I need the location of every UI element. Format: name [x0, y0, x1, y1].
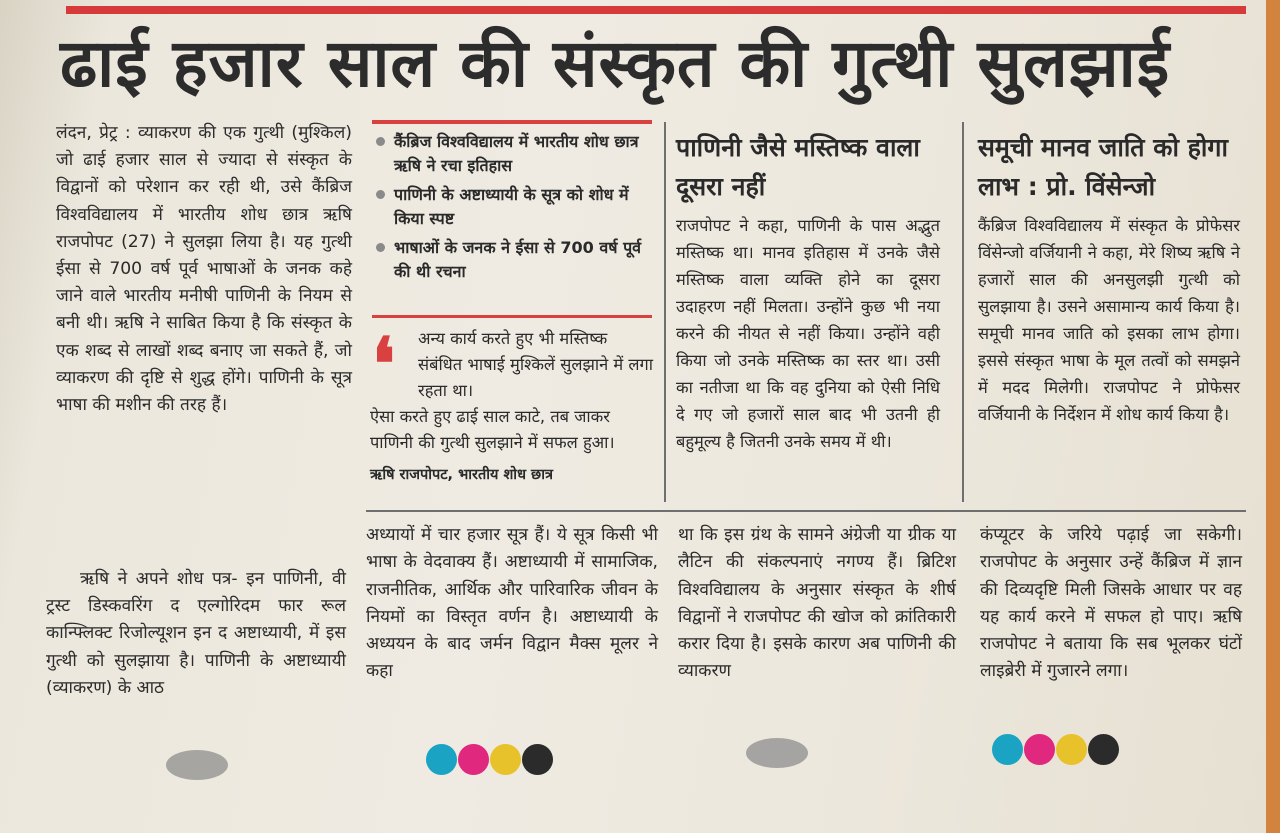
highlights-box [372, 120, 652, 318]
highlight-item: भाषाओं के जनक ने ईसा से 700 वर्ष पूर्व की थी रचना [372, 236, 652, 284]
quote-text-1: अन्य कार्य करते हुए भी मस्तिष्क संबंधित भाषाई मुश्किलें सुलझाने में लगा रहता था। [418, 329, 653, 400]
sidebar-text: राजपोपट ने कहा, पाणिनी के पास अद्भुत मस्तिष्क था। मानव इतिहास में उनके जैसे मस्तिष्क वाला व्यक्ति होने का दूसरा उदाहरण नहीं मिलता। उन्होंने कुछ भी नया करने की नीयत से नहीं किया। उन्होंने वही किया जो उनके मस्तिष्क का स्तर था। उसी का नतीजा था कि वह दुनिया को ऐसी निधि दे गए जो हजारों साल बाद भी उतनी ही बहुमूल्य है जितनी उनके समय में थी। [676, 216, 940, 451]
registration-dot [426, 744, 457, 775]
sidebar-panini [676, 128, 940, 498]
article-column-1-continued [46, 566, 346, 746]
bullet-icon [376, 137, 385, 146]
page-edge [1266, 0, 1280, 833]
registration-dot [522, 744, 553, 775]
registration-dot [992, 734, 1023, 765]
column-divider [962, 122, 964, 502]
sidebar-heading: समूची मानव जाति को होगा लाभ : प्रो. विंसेन्जो [978, 133, 1228, 201]
article-paragraph-1: लंदन, प्रेट्र : व्याकरण की एक गुत्थी (मुश्किल) जो ढाई हजार साल से ज्यादा से संस्कृत के विद्वानों को परेशान कर रही थी, उसे कैंब्रिज विश्वविद्यालय में भारतीय शोध छात्र ऋषि राजपोपट (27) ने सुलझा लिया है। यह गुत्थी ईसा से 700 वर्ष पूर्व भाषाओं के जनक कहे जाने वाले भारतीय मनीषी पाणिनी के नियम से बनी थी। ऋषि ने साबित किया है कि संस्कृत के एक शब्द से लाखों शब्द बनाए जा सकते हैं, जो व्याकरण की दृष्टि से शुद्ध होंगे। पाणिनी के सूत्र भाषा की मशीन की तरह हैं। [56, 123, 352, 416]
sidebar-professor [978, 128, 1240, 498]
registration-marks [992, 734, 1122, 764]
article-column-2: अध्यायों में चार हजार सूत्र हैं। ये सूत्र किसी भी भाषा के वेदवाक्य हैं। अष्टाध्यायी में सामाजिक, राजनीतिक, आर्थिक और पारिवारिक जीवन के नियमों का विस्तृत वर्णन है। अष्टाध्यायी के अध्ययन के बाद जर्मन विद्वान मैक्स मूलर ने कहा [366, 525, 658, 682]
registration-dot [458, 744, 489, 775]
highlights-top-rule [372, 120, 652, 124]
headline: ढाई हजार साल की संस्कृत की गुत्थी सुलझाई [60, 25, 1171, 102]
highlights-bottom-rule [372, 315, 652, 318]
highlight-item: कैंब्रिज विश्वविद्यालय में भारतीय शोध छात्र ऋषि ने रचा इतिहास [372, 130, 652, 178]
print-smudge [166, 750, 228, 780]
top-rule [66, 6, 1246, 14]
quote-text-2: ऐसा करते हुए ढाई साल काटे, तब जाकर पाणिनी की गुत्थी सुलझाने में सफल हुआ। [370, 407, 615, 452]
quote-mark-icon: ❛ [372, 321, 396, 406]
highlight-item: पाणिनी के अष्टाध्यायी के सूत्र को शोध में किया स्पष्ट [372, 183, 652, 231]
article-column-1 [56, 120, 352, 560]
sidebar-heading: पाणिनी जैसे मस्तिष्क वाला दूसरा नहीं [676, 133, 920, 201]
article-column-3: था कि इस ग्रंथ के सामने अंग्रेजी या ग्रीक या लैटिन की संकल्पनाएं नगण्य हैं। ब्रिटिश विश्वविद्यालय के अनुसार संस्कृत के शीर्ष विद्वानों ने राजपोपट की खोज को क्रांतिकारी करार दिया है। इसके कारण अब पाणिनी की व्याकरण [678, 525, 956, 682]
sidebar-text: कैंब्रिज विश्वविद्यालय में संस्कृत के प्रोफेसर विंसेन्जो वर्जियानी ने कहा, मेरे शिष्य ऋषि ने हजारों साल की अनसुलझी गुत्थी को सुलझाया है। उसने असामान्य कार्य किया है। समूची मानव जाति को इसका लाभ होगा। इससे संस्कृत भाषा के मूल तत्वों को समझने में मदद मिलेगी। राजपोपट ने प्रोफेसर वर्जियानी के निर्देशन में शोध कार्य किया है। [978, 216, 1240, 424]
registration-dot [1024, 734, 1055, 765]
quote-attribution: ऋषि राजपोपट, भारतीय शोध छात्र [370, 467, 553, 483]
section-divider [366, 510, 1246, 512]
article-column-4: कंप्यूटर के जरिये पढ़ाई जा सकेगी। राजपोपट के अनुसार उन्हें कैंब्रिज में ज्ञान की दिव्यदृष्टि मिली जिसके आधार पर वह यह कार्य करने में सफल हो पाए। ऋषि राजपोपट ने बताया कि सब भूलकर घंटों लाइब्रेरी में गुजारने लगा। [980, 525, 1242, 682]
pull-quote [370, 321, 654, 506]
bullet-icon [376, 243, 385, 252]
column-divider [664, 122, 666, 502]
bullet-icon [376, 190, 385, 199]
highlights-list [372, 130, 652, 284]
registration-marks [426, 744, 556, 774]
registration-dot [1056, 734, 1087, 765]
registration-dot [1088, 734, 1119, 765]
print-smudge [746, 738, 808, 768]
registration-dot [490, 744, 521, 775]
article-paragraph-2: ऋषि ने अपने शोध पत्र- इन पाणिनी, वी ट्रस्ट डिस्कवरिंग द एल्गोरिदम फार रूल कान्फ्लिक्ट रिजोल्यूशन इन द अष्टाध्यायी, में इस गुत्थी को सुलझाया है। पाणिनी के अष्टाध्यायी (व्याकरण) के आठ [46, 569, 346, 698]
